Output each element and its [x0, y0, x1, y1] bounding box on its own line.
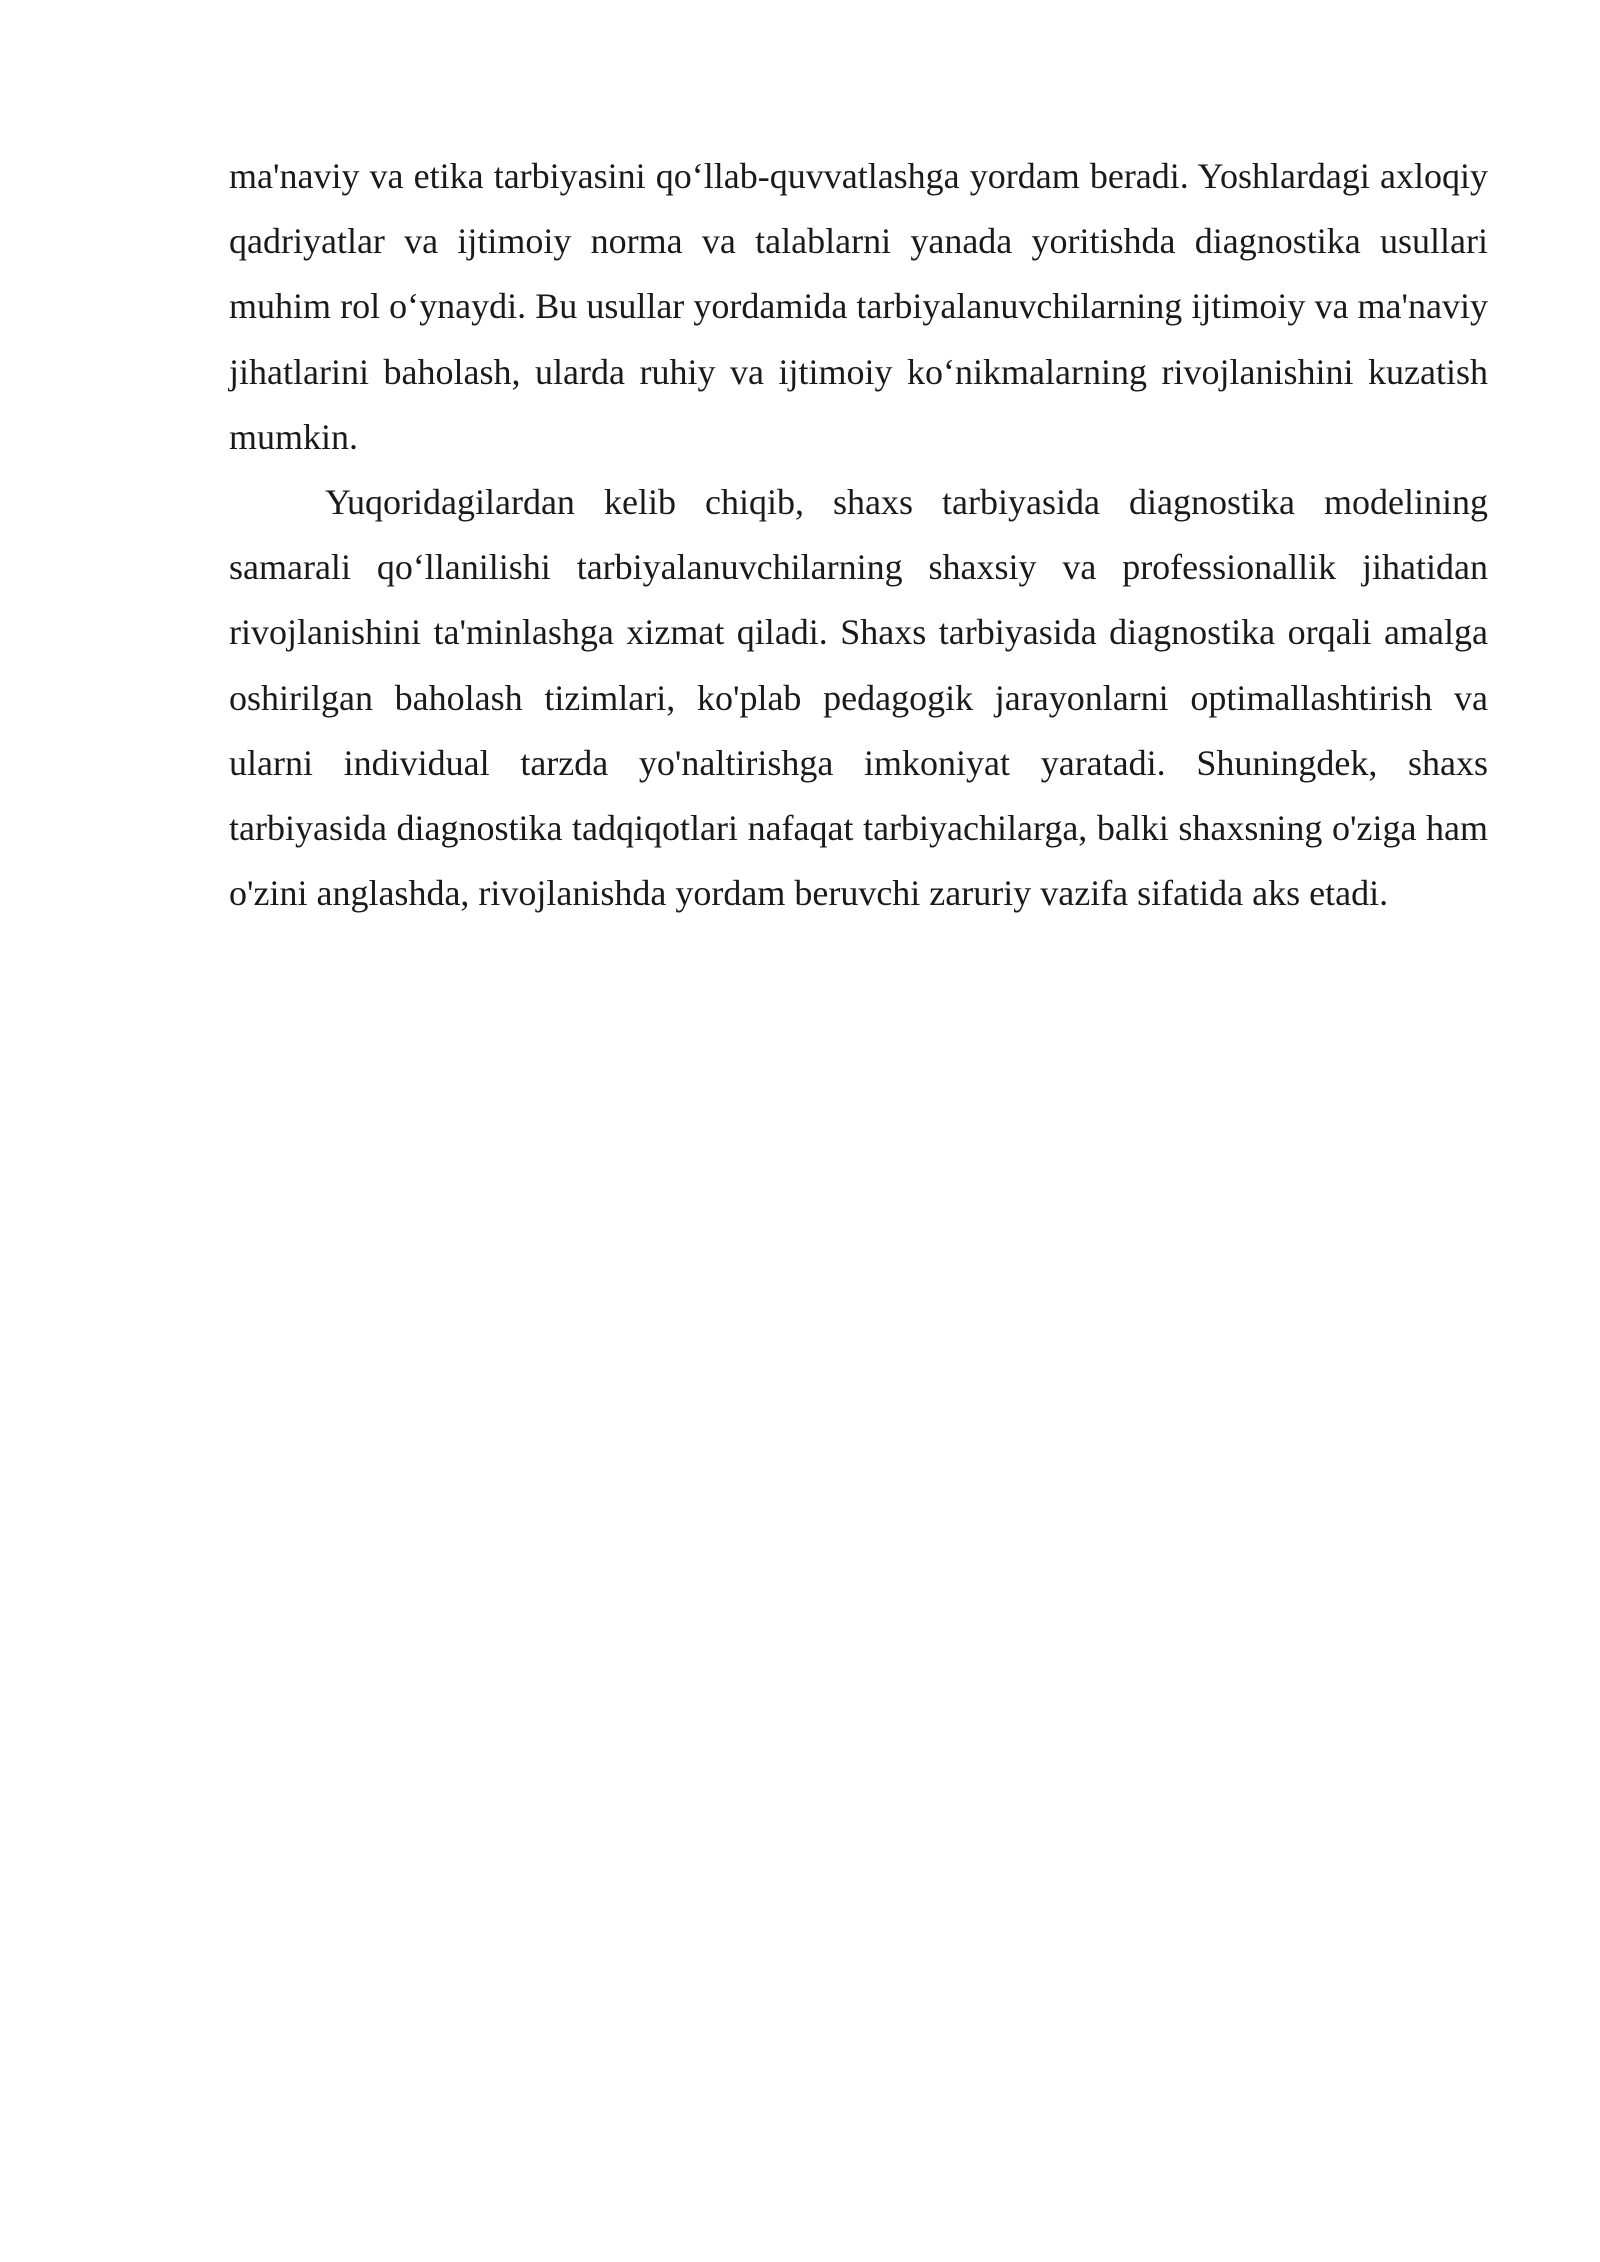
body-text: [229, 144, 1488, 926]
paragraph-conclusion: Yuqoridagilardan kelib chiqib, shaxs tarbiyasida diagnostika modelining samarali qo‘llanilishi tarbiyalanuvchilarning shaxsiy va professionallik jihatidan rivojlanishini ta'minlashga xizmat qiladi. Shaxs tarbiyasida diagnostika orqali amalga oshirilgan baholash tizimlari, ko'plab pedagogik jarayonlarni optimallashtirish va ularni individual tarzda yo'naltirishga imkoniyat yaratadi. Shuningdek, shaxs tarbiyasida diagnostika tadqiqotlari nafaqat tarbiyachilarga, balki shaxsning o'ziga ham o'zini anglashda, rivojlanishda yordam beruvchi zaruriy vazifa sifatida aks etadi.: [229, 482, 1488, 914]
paragraph-continuation: ma'naviy va etika tarbiyasini qo‘llab-quvvatlashga yordam beradi. Yoshlardagi axloqiy qadriyatlar va ijtimoiy norma va talablarni yanada yoritishda diagnostika usullari muhim rol o‘ynaydi. Bu usullar yordamida tarbiyalanuvchilarning ijtimoiy va ma'naviy jihatlarini baholash, ularda ruhiy va ijtimoiy ko‘nikmalarning rivojlanishini kuzatish mumkin.: [229, 156, 1488, 457]
